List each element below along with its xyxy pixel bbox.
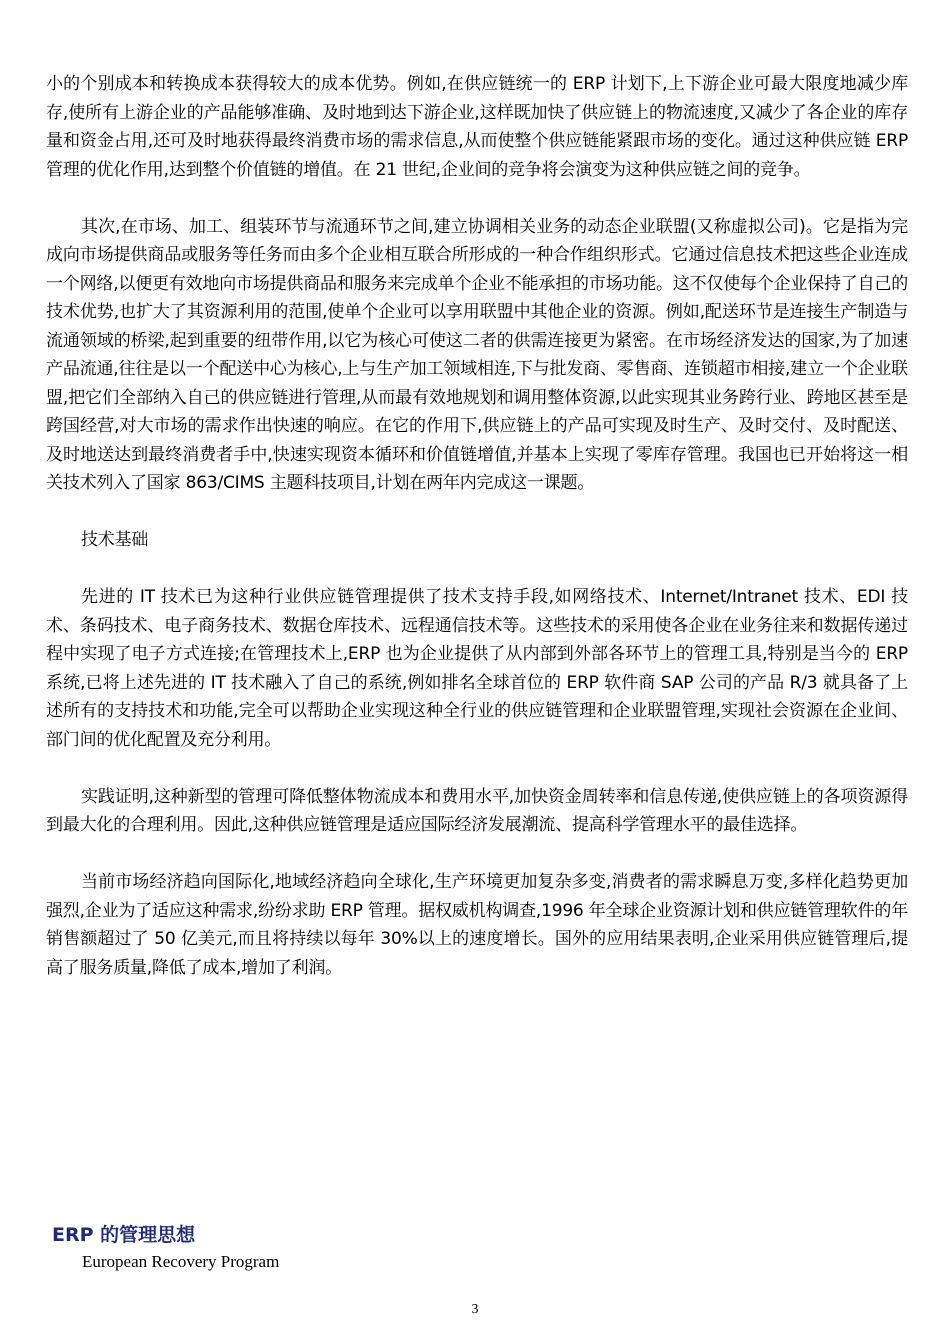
paragraph-virtual-enterprise: 其次,在市场、加工、组装环节与流通环节之间,建立协调相关业务的动态企业联盟(又称虚拟公司)。它是指为完成向市场提供商品或服务等任务而由多个企业相互联合所形成的一种合作组织形式。它通过信息技术把这些企业连成一个网络,以便更有效地向市场提供商品和服务来完成单个企业不能承担的市场功能。这不仅使每个企业保持了自己的技术优势,也扩大了其资源利用的范围,使单个企业可以享用联盟中其他企业的资源。例如,配送环节是连接生产制造与流通领域的桥梁,起到重要的纽带作用,以它为核心可使这二者的供需连接更为紧密。在市场经济发达的国家,为了加速产品流通,往往是以一个配送中心为核心,上与生产加工领域相连,下与批发商、零售商、连锁超市相接,建立一个企业联盟,把它们全部纳入自己的供应链进行管理,从而最有效地规划和调用整体资源,以此实现其业务跨行业、跨地区甚至是跨国经营,对大市场的需求作出快速的响应。在它的作用下,供应链上的产品可实现及时生产、及时交付、及时配送、及时地送达到最终消费者手中,快速实现资本循环和价值链增值,并基本上实现了零库存管理。我国也已开始将这一相关技术列入了国家 863/CIMS 主题科技项目,计划在两年内完成这一课题。 [46,216,909,493]
section-subtitle: European Recovery Program [82,1252,280,1271]
paragraph-market-trend: 当前市场经济趋向国际化,地域经济趋向全球化,生产环境更加复杂多变,消费者的需求瞬息万变,多样化趋势更加强烈,企业为了适应这种需求,纷纷求助 ERP 管理。据权威机构调查,1996 年全球企业资源计划和供应链管理软件的年销售额超过了 50 亿美元,而且将持续以每年 30%以上的速度增长。国外的应用结果表明,企业采用供应链管理后,提高了服务质量,降低了成本,增加了利润。 [46,872,908,978]
paragraph-practice-proof: 实践证明,这种新型的管理可降低整体物流成本和费用水平,加快资金周转率和信息传递,使供应链上的各项资源得到最大化的合理利用。因此,这种供应链管理是适应国际经济发展潮流、提高科学管理水平的最佳选择。 [46,786,908,835]
page-number: 3 [471,1302,479,1317]
section-heading: ERP 的管理思想 [52,1224,196,1246]
paragraph-it-technology: 先进的 IT 技术已为这种行业供应链管理提供了技术支持手段,如网络技术、Internet/Intranet 技术、EDI 技术、条码技术、电子商务技术、数据仓库技术、远程通信技术等。这些技术的采用使各企业在业务往来和数据传递过程中实现了电子方式连接;在管理技术上,ERP 也为企业提供了从内部到外部各环节上的管理工具,特别是当今的 ERP 系统,已将上述先进的 IT 技术融入了自己的系统,例如排名全球首位的 ERP 软件商 SAP 公司的产品 R/3 就具备了上述所有的支持技术和功能,完全可以帮助企业实现这种全行业的供应链管理和企业联盟管理,实现社会资源在企业间、部门间的优化配置及充分利用。 [46,587,908,750]
body-text [46,70,908,1011]
paragraph-continuation: 小的个别成本和转换成本获得较大的成本优势。例如,在供应链统一的 ERP 计划下,上下游企业可最大限度地减少库存,使所有上游企业的产品能够准确、及时地到达下游企业,这样既加快了供应链上的物流速度,又减少了各企业的库存量和资金占用,还可及时地获得最终消费市场的需求信息,从而使整个供应链能紧跟市场的变化。通过这种供应链 ERP 管理的优化作用,达到整个价值链的增值。在 21 世纪,企业间的竞争将会演变为这种供应链之间的竞争。 [46,74,908,180]
subheading-technical-basis: 技术基础 [81,530,149,550]
